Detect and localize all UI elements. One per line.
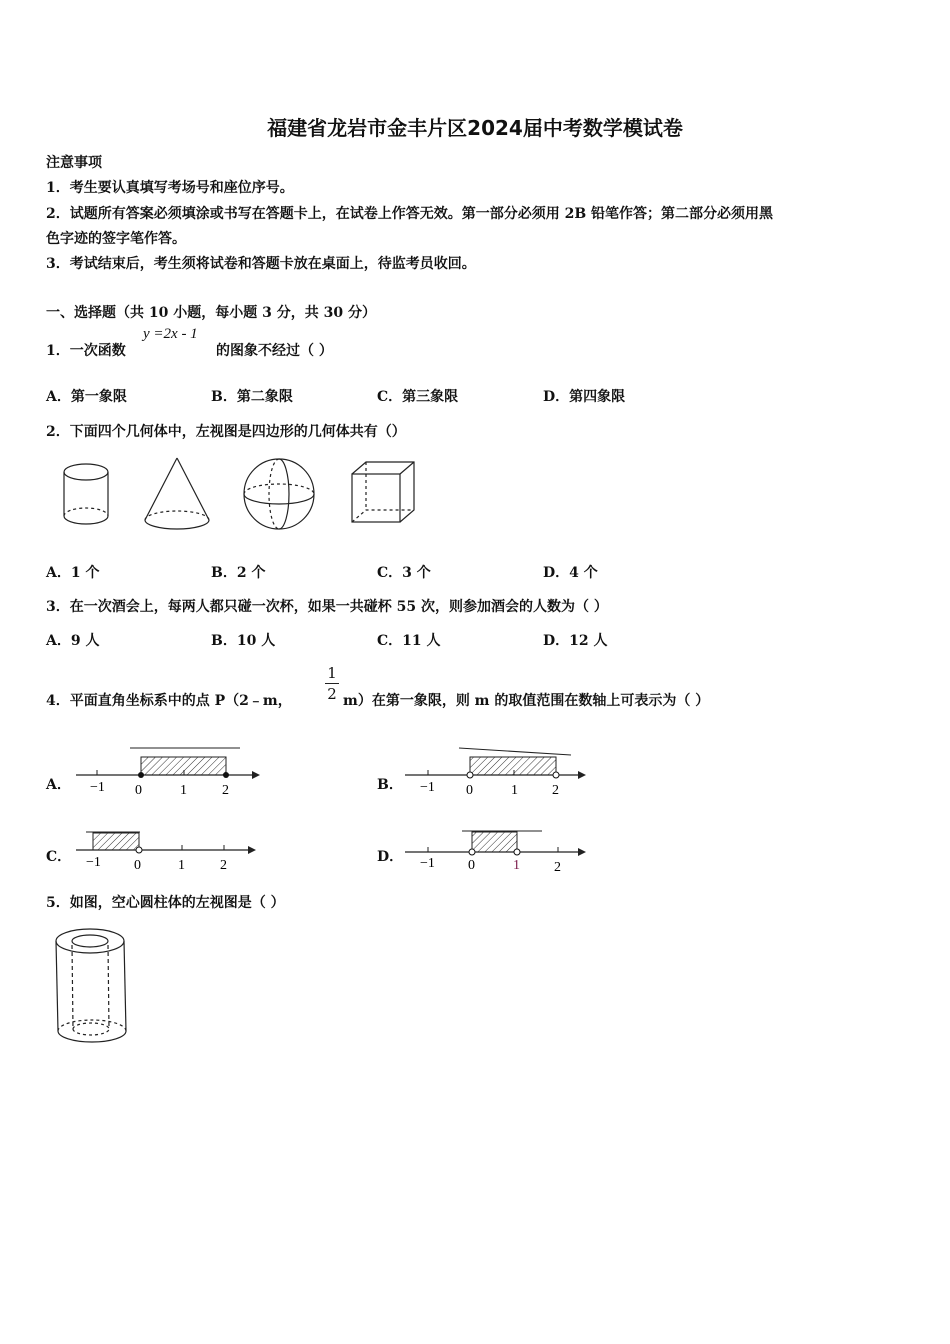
question-4-option-d-label: D． [377, 849, 404, 865]
question-1-option-b: B．第二象限 [211, 389, 293, 405]
question-2-option-d: D．4 个 [543, 565, 598, 581]
number-line-b [405, 748, 586, 798]
question-1-suffix: 的图象不经过（ ） [216, 343, 333, 359]
tick-label: 2 [552, 783, 559, 798]
question-2-text: 2．下面四个几何体中，左视图是四边形的几何体共有（） [46, 424, 406, 440]
tick-label: −1 [90, 780, 105, 795]
tick-label: 0 [135, 783, 142, 798]
fraction-numerator: 1 [327, 664, 337, 682]
tick-label: 1 [178, 858, 185, 873]
notice-item: 1．考生要认真填写考场号和座位序号。 [46, 180, 294, 196]
tick-label: 2 [554, 860, 561, 875]
tick-label: 2 [222, 783, 229, 798]
tick-label: 1 [511, 783, 518, 798]
question-1-formula: y =2x - 1 [143, 326, 198, 342]
tick-label: −1 [420, 780, 435, 795]
notice-heading: 注意事项 [46, 155, 102, 171]
tick-label: 0 [134, 858, 141, 873]
question-4-prefix: 4．平面直角坐标系中的点 P（2﹣m， [46, 693, 292, 709]
question-3-option-d: D．12 人 [543, 633, 608, 649]
question-1-option-d: D．第四象限 [543, 389, 626, 405]
question-2-option-b: B．2 个 [211, 565, 266, 581]
question-4-option-c-label: C． [46, 849, 72, 865]
question-4-option-b-label: B． [377, 777, 403, 793]
question-4-option-a-label: A． [46, 777, 71, 793]
question-3-option-a: A．9 人 [46, 633, 100, 649]
question-5-text: 5．如图，空心圆柱体的左视图是（ ） [46, 895, 285, 911]
tick-label: 0 [468, 858, 475, 873]
question-1-option-c: C．第三象限 [377, 389, 459, 405]
tick-label: −1 [86, 855, 101, 870]
question-3-text: 3．在一次酒会上，每两人都只碰一次杯，如果一共碰杯 55 次，则参加酒会的人数为（ ） [46, 599, 608, 615]
notice-item: 2．试题所有答案必须填涂或书写在答题卡上，在试卷上作答无效。第一部分必须用 2B 铅笔作答；第二部分必须用黑 [46, 206, 774, 222]
section-heading: 一、选择题（共 10 小题，每小题 3 分，共 30 分） [46, 305, 376, 321]
number-line-d [405, 831, 586, 875]
tick-label: 1 [513, 858, 520, 873]
number-line-a [76, 748, 260, 798]
question-1-option-a: A．第一象限 [46, 389, 127, 405]
tick-label: 0 [466, 783, 473, 798]
question-3-option-c: C．11 人 [377, 633, 441, 649]
question-2-option-c: C．3 个 [377, 565, 431, 581]
tick-label: 2 [220, 858, 227, 873]
question-4-suffix: m）在第一象限，则 m 的取值范围在数轴上可表示为（ ） [343, 693, 710, 709]
hollow-cylinder-figure [48, 925, 138, 1047]
page-title: 福建省龙岩市金丰片区2024届中考数学模试卷 [267, 116, 683, 140]
notice-item: 3．考试结束后，考生须将试卷和答题卡放在桌面上，待监考员收回。 [46, 256, 476, 272]
question-3-option-b: B．10 人 [211, 633, 276, 649]
question-1-prefix: 1．一次函数 [46, 343, 126, 359]
tick-label: 1 [180, 783, 187, 798]
notice-item: 色字迹的签字笔作答。 [46, 231, 186, 247]
number-line-c [76, 832, 256, 873]
tick-label: −1 [420, 856, 435, 871]
question-2-option-a: A．1 个 [46, 565, 100, 581]
fraction-denominator: 2 [327, 685, 337, 703]
